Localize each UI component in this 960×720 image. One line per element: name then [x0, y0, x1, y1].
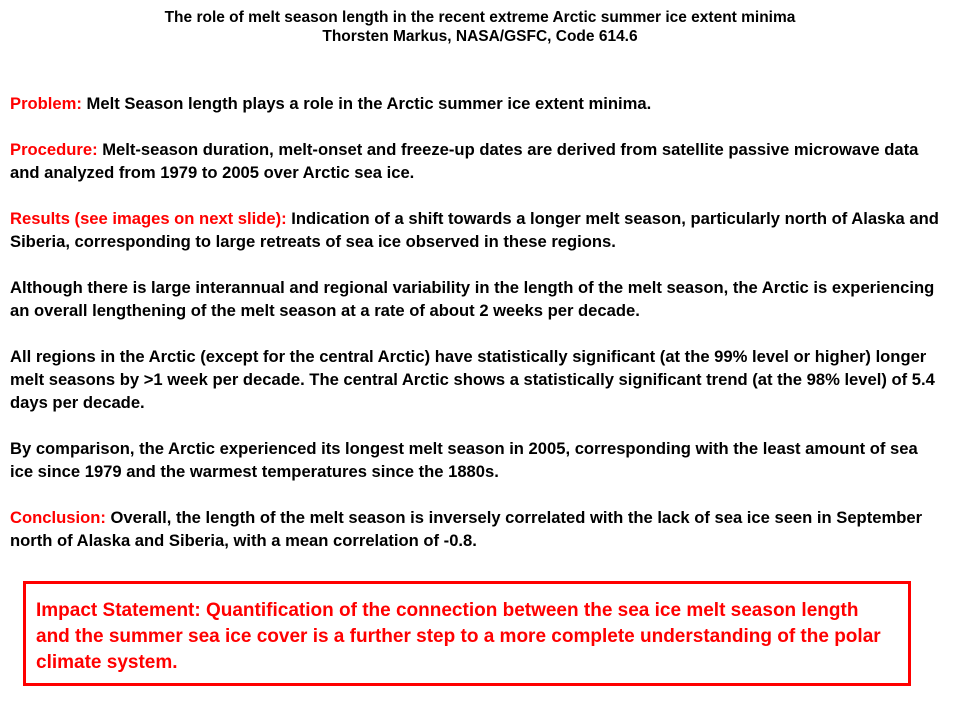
body-text	[10, 92, 945, 575]
procedure-text: Melt-season duration, melt-onset and freeze-up dates are derived from satellite passive microwave data and analyzed from 1979 to 2005 over Arctic sea ice.	[10, 140, 919, 182]
impact-statement-text: Impact Statement: Quantification of the connection between the sea ice melt season length and the summer sea ice cover is a further step to a more complete understanding of the polar climate system.	[36, 600, 881, 673]
problem-label: Problem:	[10, 94, 82, 113]
results-text: Indication of a shift towards a longer melt season, particularly north of Alaska and Siberia, corresponding to large retreats of sea ice observed in these regions.	[10, 209, 939, 251]
conclusion-text: Overall, the length of the melt season is inversely correlated with the lack of sea ice seen in September north of Alaska and Siberia, with a mean correlation of -0.8.	[10, 508, 923, 550]
procedure-paragraph	[10, 138, 945, 184]
author-line: Thorsten Markus, NASA/GSFC, Code 614.6	[322, 28, 638, 45]
comparison-paragraph: By comparison, the Arctic experienced its longest melt season in 2005, corresponding with the least amount of sea ice since 1979 and the warmest temperatures since the 1880s.	[10, 439, 918, 481]
results-label: Results (see images on next slide):	[10, 209, 287, 228]
title-block	[0, 8, 960, 46]
problem-paragraph	[10, 92, 945, 115]
results-paragraph	[10, 207, 945, 253]
page-title: The role of melt season length in the recent extreme Arctic summer ice extent minima	[164, 9, 796, 26]
regions-paragraph: All regions in the Arctic (except for the central Arctic) have statistically significant (at the 99% level or higher) longer melt seasons by >1 week per decade. The central Arctic shows a statistically significant trend (at the 98% level) of 5.4 days per decade.	[10, 347, 935, 412]
impact-statement-box	[23, 581, 911, 686]
problem-text: Melt Season length plays a role in the Arctic summer ice extent minima.	[81, 94, 652, 113]
interannual-paragraph: Although there is large interannual and regional variability in the length of the melt season, the Arctic is experiencing an overall lengthening of the melt season at a rate of about 2 weeks per decade.	[10, 278, 935, 320]
procedure-label: Procedure:	[10, 140, 98, 159]
conclusion-paragraph	[10, 506, 945, 552]
conclusion-label: Conclusion:	[10, 508, 106, 527]
